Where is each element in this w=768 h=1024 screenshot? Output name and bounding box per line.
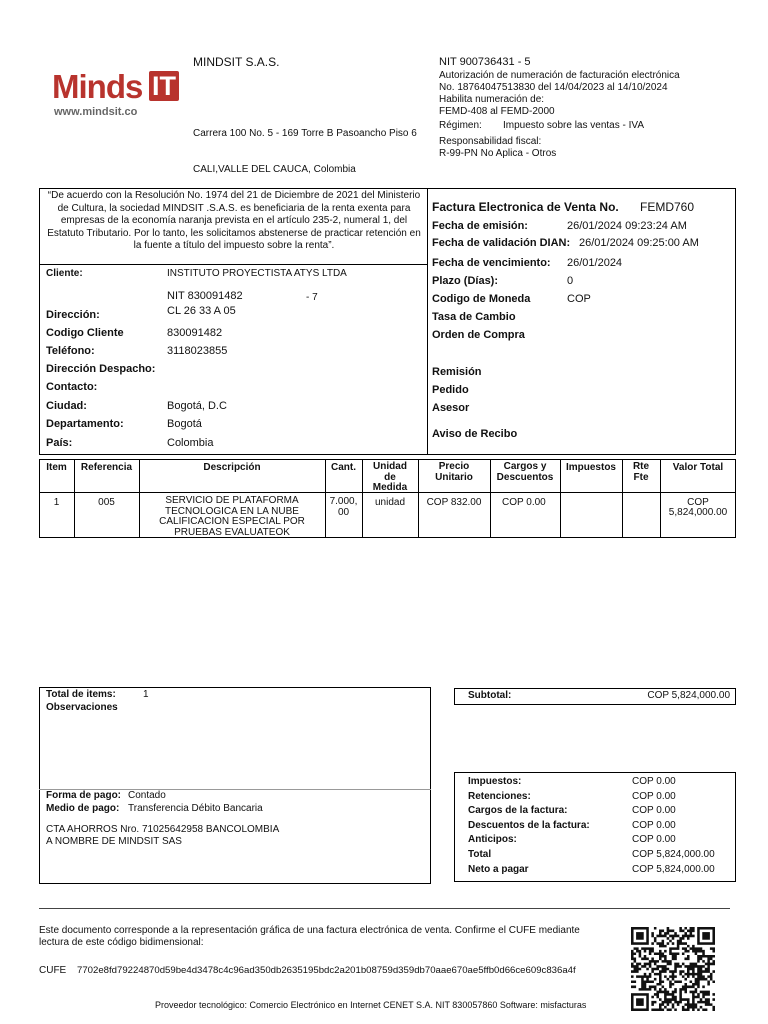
totals-value: COP 0.00 (632, 834, 676, 846)
cell-descripcion: SERVICIO DE PLATAFORMA TECNOLOGICA EN LA NUBE CALIFICACION ESPECIAL POR PRUEBAS EVALUATEOK (159, 495, 305, 538)
moneda-value: COP (567, 293, 591, 305)
company-logo (52, 68, 187, 122)
direccion-label: Dirección: (46, 309, 100, 321)
cufe-statement-line-1: Este documento corresponde a la representación gráfica de una factura electrónica de venta. Confirme el CUFE mediante (39, 925, 580, 936)
forma-pago-label: Forma de pago: (46, 790, 122, 801)
issuer-name: MINDSIT S.A.S. (193, 55, 280, 69)
departamento-value: Bogotá (167, 418, 202, 430)
totals-label: Impuestos: (468, 776, 522, 787)
cell-cant: 7.000, 00 (329, 496, 358, 518)
pais-value: Colombia (167, 437, 214, 449)
orden-compra-label: Orden de Compra (432, 329, 525, 341)
aviso-recibo-label: Aviso de Recibo (432, 428, 518, 440)
telefono-value: 3118023855 (167, 345, 228, 357)
tasa-cambio-label: Tasa de Cambio (432, 311, 516, 323)
forma-pago-value: Contado (128, 790, 166, 801)
bank-account-line-2: A NOMBRE DE MINDSIT SAS (46, 836, 182, 847)
subtotal-value: COP 5,824,000.00 (647, 690, 730, 701)
col-header-cant: Cant. (331, 462, 356, 473)
issuer-nit: NIT 900736431 - 5 (439, 56, 531, 68)
observaciones-label: Observaciones (46, 702, 118, 713)
ciudad-value: Bogotá, D.C (167, 400, 227, 412)
cell-cargos: COP 0.00 (502, 497, 546, 508)
fecha-emision-value: 26/01/2024 09:23:24 AM (567, 220, 687, 232)
col-header-precio: Precio Unitario (435, 461, 473, 483)
responsabilidad-label: Responsabilidad fiscal: (439, 136, 542, 147)
summary-box (39, 687, 431, 884)
col-header-referencia: Referencia (80, 462, 133, 473)
subtotal-label: Subtotal: (468, 690, 512, 701)
fecha-emision-label: Fecha de emisión: (432, 220, 528, 232)
totals-label: Neto a pagar (468, 863, 529, 875)
bank-account-line-1: CTA AHORROS Nro. 71025642958 BANCOLOMBIA (46, 824, 280, 835)
totals-value: COP 5,824,000.00 (632, 863, 715, 875)
authorization-line-2: No. 18764047513830 del 14/04/2023 al 14/10/2024 (439, 82, 668, 93)
tax-notice: “De acuerdo con la Resolución No. 1974 del 21 de Diciembre de 2021 del Ministerio de Cultura, la sociedad MINDSIT .S.A.S. es beneficiaria de la renta exenta para empresas de la economía naranja prevista en el artículo 235-2, numeral 1, del Estatuto Tributario. Por lo tanto, les solicitamos abstenerse de practicar retención en la fuente a título del impuesto sobre la renta”. (47, 190, 421, 251)
fecha-validacion-value: 26/01/2024 09:25:00 AM (579, 237, 699, 249)
logo-url: www.mindsit.co (54, 106, 138, 118)
departamento-label: Departamento: (46, 418, 124, 430)
cell-total-value: 5,824,000.00 (668, 507, 728, 518)
totals-label: Anticipos: (468, 834, 517, 846)
tech-provider: Proveedor tecnológico: Comercio Electrónico en Internet CENET S.A. NIT 830057860 Software: misfacturas (155, 1000, 587, 1010)
total-items-label: Total de items: (46, 689, 116, 700)
asesor-label: Asesor (432, 402, 470, 414)
totals-value: COP 0.00 (632, 805, 676, 817)
cufe-label: CUFE (39, 965, 67, 976)
fecha-vencimiento-label: Fecha de vencimiento: (432, 257, 551, 269)
pedido-label: Pedido (432, 384, 469, 396)
client-nit-dv: - 7 (306, 292, 318, 303)
medio-pago-label: Medio de pago: (46, 803, 120, 814)
telefono-label: Teléfono: (46, 345, 95, 357)
authorization-line-1: Autorización de numeración de facturación electrónica (439, 70, 680, 81)
responsabilidad-value: R-99-PN No Aplica - Otros (439, 148, 557, 159)
cufe-statement-line-2: lectura de este código bidimensional: (39, 937, 204, 948)
col-header-descripcion: Descripción (203, 462, 261, 473)
authorization-line-3: Habilita numeración de: (439, 94, 545, 105)
codigo-cliente-value: 830091482 (167, 327, 223, 339)
cell-unidad: unidad (374, 497, 406, 508)
totals-value: COP 5,824,000.00 (632, 849, 715, 860)
client-nit: NIT 830091482 (167, 290, 243, 302)
cell-item: 1 (53, 497, 60, 508)
ciudad-label: Ciudad: (46, 400, 87, 412)
invoice-title: Factura Electronica de Venta No. (432, 200, 619, 214)
regimen-value: Impuesto sobre las ventas - IVA (503, 120, 644, 131)
authorization-line-4: FEMD-408 al FEMD-2000 (439, 106, 555, 117)
codigo-cliente-label: Codigo Cliente (46, 327, 124, 339)
col-header-valor-total: Valor Total (672, 462, 724, 473)
cliente-value: INSTITUTO PROYECTISTA ATYS LTDA (167, 268, 347, 279)
fecha-vencimiento-value: 26/01/2024 (567, 257, 623, 269)
direccion-despacho-label: Dirección Despacho: (46, 363, 156, 375)
totals-label: Retenciones: (468, 790, 531, 802)
total-items-value: 1 (143, 689, 149, 700)
col-header-unidad: Unidad de Medida (372, 461, 408, 493)
qr-code (631, 927, 715, 1011)
fecha-validacion-label: Fecha de validación DIAN: (432, 237, 571, 249)
cell-referencia: 005 (98, 497, 115, 508)
issuer-city: CALI,VALLE DEL CAUCA, Colombia (193, 164, 356, 175)
totals-value: COP 0.00 (632, 776, 676, 787)
contacto-label: Contacto: (46, 381, 98, 393)
medio-pago-value: Transferencia Débito Bancaria (128, 803, 263, 814)
invoice-number: FEMD760 (640, 200, 695, 214)
cufe-value: 7702e8fd79224870d59be4d3478c4c96ad350db2635195bdc2a201b08759d359db70aae670ae5ffb0d66ce609c836a4f (77, 965, 576, 976)
totals-value: COP 0.00 (632, 819, 676, 831)
issuer-address: Carrera 100 No. 5 - 169 Torre B Pasoancho Piso 6 (193, 128, 417, 139)
direccion-value: CL 26 33 A 05 (167, 305, 236, 317)
moneda-label: Codigo de Moneda (432, 293, 531, 305)
regimen-label: Régimen: (439, 120, 482, 131)
remision-label: Remisión (432, 366, 482, 378)
pais-label: País: (46, 437, 73, 449)
col-header-impuestos: Impuestos (565, 462, 616, 473)
totals-label: Descuentos de la factura: (468, 819, 590, 831)
cell-precio: COP 832.00 (426, 497, 482, 508)
totals-label: Total (468, 849, 492, 860)
totals-label: Cargos de la factura: (468, 805, 568, 817)
plazo-value: 0 (567, 275, 574, 287)
plazo-label: Plazo (Días): (432, 275, 499, 287)
cliente-label: Cliente: (46, 268, 83, 279)
col-header-cargos: Cargos y Descuentos (496, 461, 554, 483)
cell-total-currency: COP (687, 497, 709, 508)
totals-value: COP 0.00 (632, 790, 676, 802)
col-header-item: Item (46, 462, 67, 473)
col-header-rte-fte: Rte Fte (632, 461, 650, 483)
logo-text-minds: Minds (52, 68, 143, 105)
logo-text-it: IT (149, 71, 179, 101)
